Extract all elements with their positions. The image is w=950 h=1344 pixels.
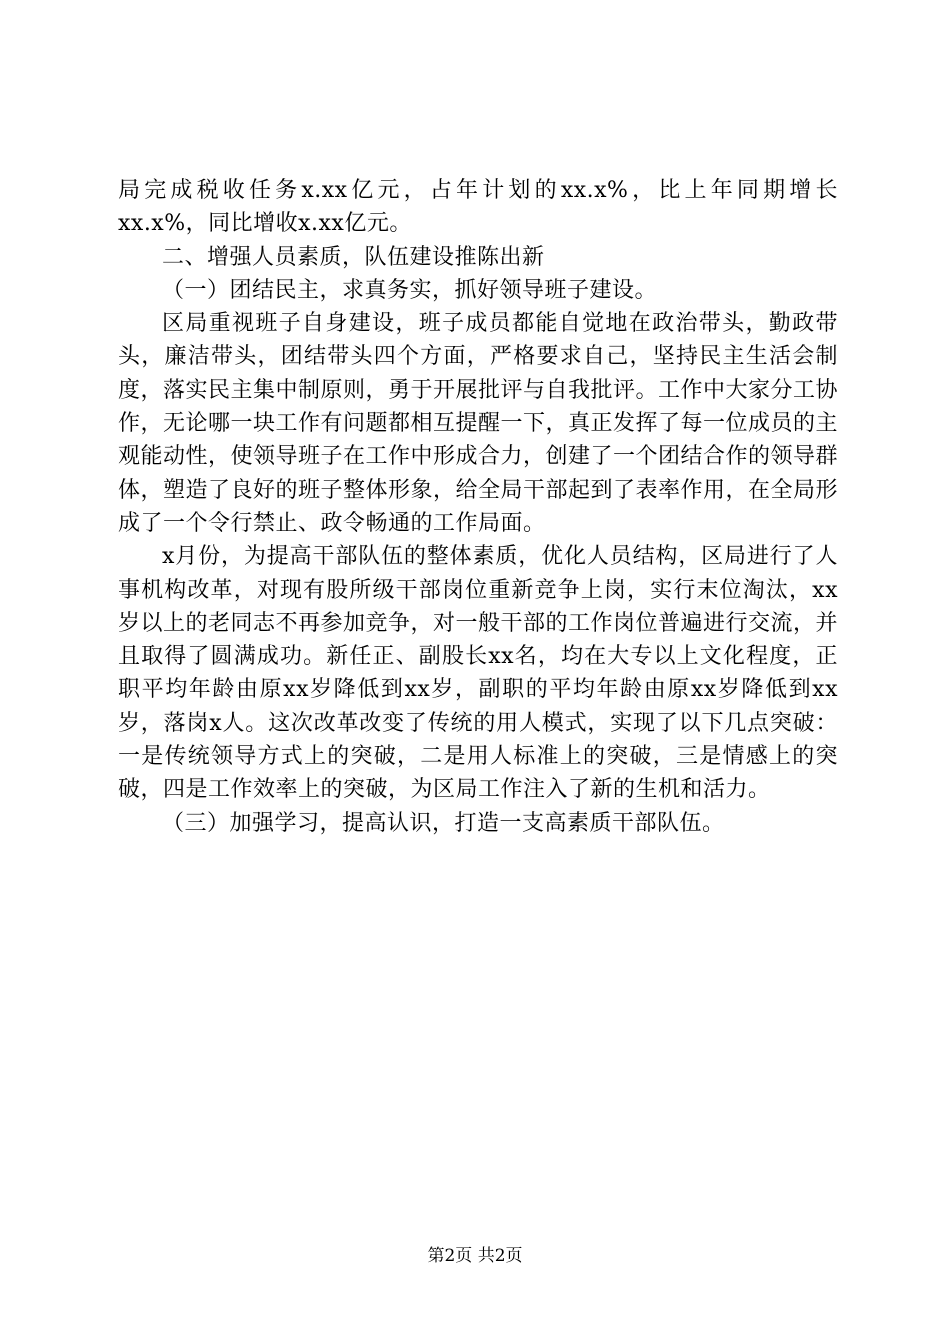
paragraph-tax-summary: 局完成税收任务x.xx亿元，占年计划的xx.x%，比上年同期增长xx.x%，同比增收x.xx亿元。	[118, 178, 838, 237]
page-number: 第2页 共2页	[427, 1246, 523, 1266]
document-body	[118, 174, 838, 840]
page-footer	[0, 1244, 950, 1268]
section-heading-team-building: 二、增强人员素质，队伍建设推陈出新	[162, 244, 545, 270]
paragraph-personnel-reform: x月份，为提高干部队伍的整体素质，优化人员结构，区局进行了人事机构改革，对现有股所级干部岗位重新竞争上岗，实行末位淘汰，xx岁以上的老同志不再参加竞争，对一般干部的工作岗位普遍进行交流，并且取得了圆满成功。新任正、副股长xx名，均在大专以上文化程度，正职平均年龄由原xx岁降低到xx岁，副职的平均年龄由原xx岁降低到xx岁，落岗x人。这次改革改变了传统的用人模式，实现了以下几点突破：一是传统领导方式上的突破，二是用人标准上的突破，三是情感上的突破，四是工作效率上的突破，为区局工作注入了新的生机和活力。	[118, 544, 839, 803]
paragraph-leadership-building: 区局重视班子自身建设，班子成员都能自觉地在政治带头，勤政带头，廉洁带头，团结带头四个方面，严格要求自己，坚持民主生活会制度，落实民主集中制原则，勇于开展批评与自我批评。工作中大家分工协作，无论哪一块工作有问题都相互提醒一下，真正发挥了每一位成员的主观能动性，使领导班子在工作中形成合力，创建了一个团结合作的领导群体，塑造了良好的班子整体形象，给全局干部起到了表率作用，在全局形成了一个令行禁止、政令畅通的工作局面。	[118, 311, 839, 536]
subsection-heading-learning: （三）加强学习，提高认识，打造一支高素质干部队伍。	[162, 810, 725, 836]
subsection-heading-leadership: （一）团结民主，求真务实，抓好领导班子建设。	[162, 277, 658, 303]
